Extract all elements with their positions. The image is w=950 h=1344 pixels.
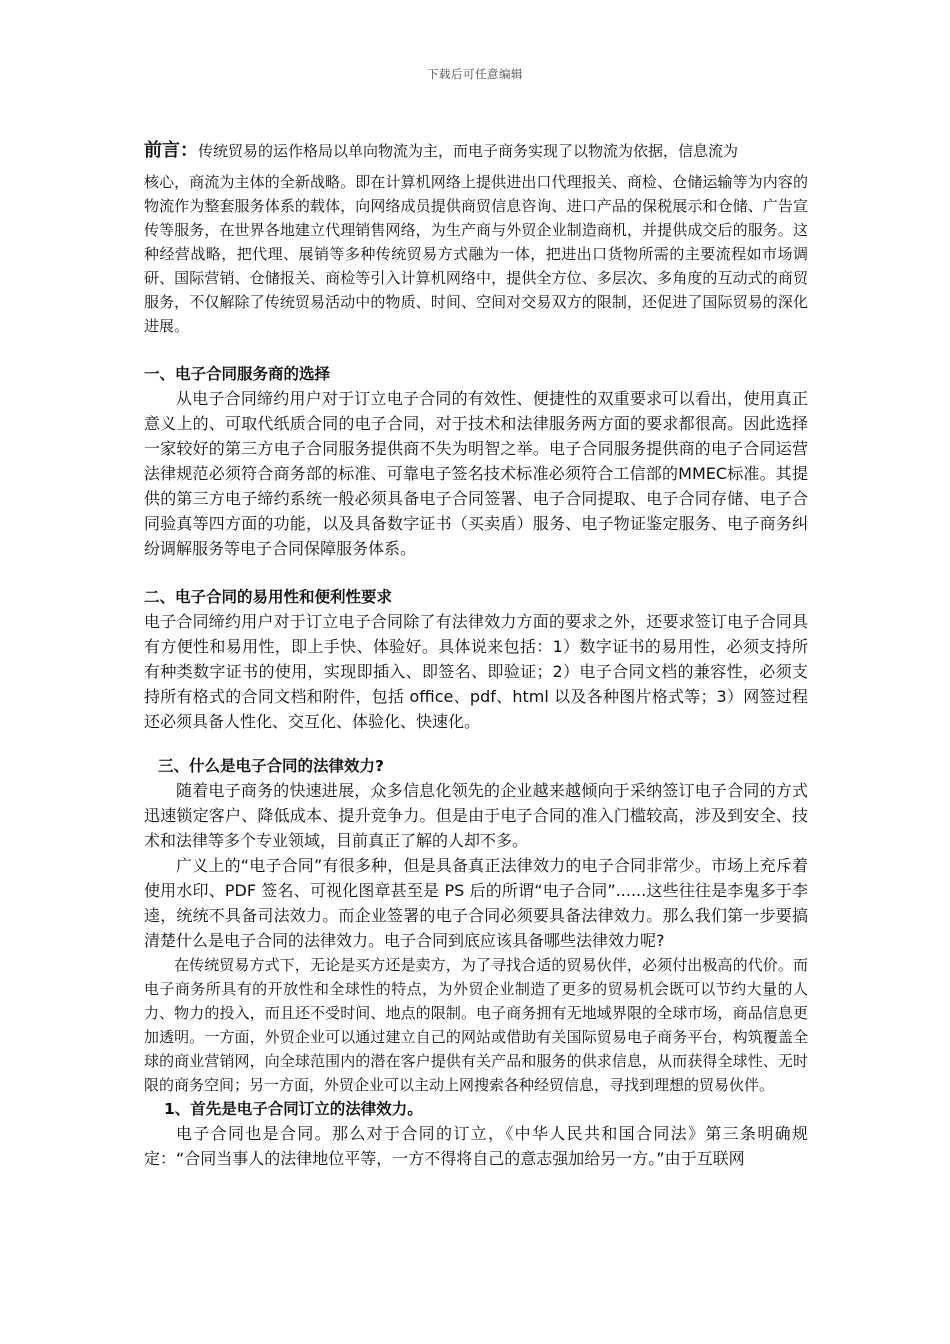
section-2-paragraph: 电子合同缔约用户对于订立电子合同除了有法律效力方面的要求之外，还要求签订电子合同具有方便性和易用性，即上手快、体验好。具体说来包括：1）数字证书的易用性，必须支持所有种类数字证书的使用，实现即插入、即签名、即验证；2）电子合同文档的兼容性，必须支持所有格式的合同文档和附件，包括 office、pdf、html 以及各种图片格式等；3）网签过程还必须具备人性化、交互化、体验化、快速化。 xyxy=(144,612,808,731)
subsection-1-paragraph: 电子合同也是合同。那么对于合同的订立，《中华人民共和国合同法》第三条明确规定：“合同当事人的法律地位平等，一方不得将自己的意志强加给另一方。”由于互联网 xyxy=(144,1124,808,1168)
section-3-paragraph-3: 在传统贸易方式下，无论是买方还是卖方，为了寻找合适的贸易伙伴，必须付出极高的代价。而电子商务所具有的开放性和全球性的特点，为外贸企业制造了更多的贸易机会既可以节约大量的人力、物力的投入，而且还不受时间、地点的限制。电子商务拥有无地域界限的全球市场，商品信息更加透明。一方面，外贸企业可以通过建立自己的网站或借助有关国际贸易电子商务平台，构筑覆盖全球的商业营销网，向全球范围内的潜在客户提供有关产品和服务的供求信息，从而获得全球性、无时限的商务空间；另一方面，外贸企业可以主动上网搜索各种经贸信息，寻找到理想的贸易伙伴。 xyxy=(144,956,808,1094)
section-2-heading: 二、电子合同的易用性和便利性要求 xyxy=(144,588,393,606)
subsection-1-heading: 1、首先是电子合同订立的法律效力。 xyxy=(164,1100,423,1118)
header-note: 下载后可任意编辑 xyxy=(427,67,523,81)
section-3-paragraph-2: 广义上的“电子合同”有很多种，但是具备真正法律效力的电子合同非常少。市场上充斥着使用水印、PDF 签名、可视化图章甚至是 PS 后的所谓“电子合同”......这些往往是李鬼多于李逵，统统不具备司法效力。而企业签署的电子合同必须要具备法律效力。那么我们第一步要搞清楚什么是电子合同的法律效力。电子合同到底应该具备哪些法律效力呢? xyxy=(144,856,808,950)
document-body xyxy=(144,138,808,1171)
section-3-heading: 三、什么是电子合同的法律效力? xyxy=(158,757,384,775)
section-1-heading: 一、电子合同服务商的选择 xyxy=(144,365,331,383)
preface-first-text: 传统贸易的运作格局以单向物流为主，而电子商务实现了以物流为依据，信息流为 xyxy=(198,142,739,160)
section-3-paragraph-1: 随着电子商务的快速进展，众多信息化领先的企业越来越倾向于采纳签订电子合同的方式迅速锁定客户、降低成本、提升竞争力。但是由于电子合同的准入门槛较高，涉及到安全、技术和法律等多个专业领域，目前真正了解的人却不多。 xyxy=(144,781,808,850)
section-1-paragraph: 从电子合同缔约用户对于订立电子合同的有效性、便捷性的双重要求可以看出，使用真正意义上的、可取代纸质合同的电子合同，对于技术和法律服务两方面的要求都很高。因此选择一家较好的第三方电子合同服务提供商不失为明智之举。电子合同服务提供商的电子合同运营法律规范必须符合商务部的标准、可靠电子签名技术标准必须符合工信部的MMEC标准。其提供的第三方电子缔约系统一般必须具备电子合同签署、电子合同提取、电子合同存储、电子合同验真等四方面的功能，以及具备数字证书（买卖盾）服务、电子物证鉴定服务、电子商务纠纷调解服务等电子合同保障服务体系。 xyxy=(144,389,808,558)
preface-body: 核心，商流为主体的全新战略。即在计算机网络上提供进出口代理报关、商检、仓储运输等为内容的物流作为整套服务体系的载体，向网络成员提供商贸信息咨询、进口产品的保税展示和仓储、广告宣传等服务，在世界各地建立代理销售网络，为生产商与外贸企业制造商机，并提供成交后的服务。这种经营战略，把代理、展销等多种传统贸易方式融为一体，把进出口货物所需的主要流程如市场调研、国际营销、仓储报关、商检等引入计算机网络中，提供全方位、多层次、多角度的互动式的商贸服务，不仅解除了传统贸易活动中的物质、时间、空间对交易双方的限制，还促进了国际贸易的深化进展。 xyxy=(144,173,808,335)
preface-label: 前言： xyxy=(144,140,198,161)
preface-first-line xyxy=(144,138,808,164)
